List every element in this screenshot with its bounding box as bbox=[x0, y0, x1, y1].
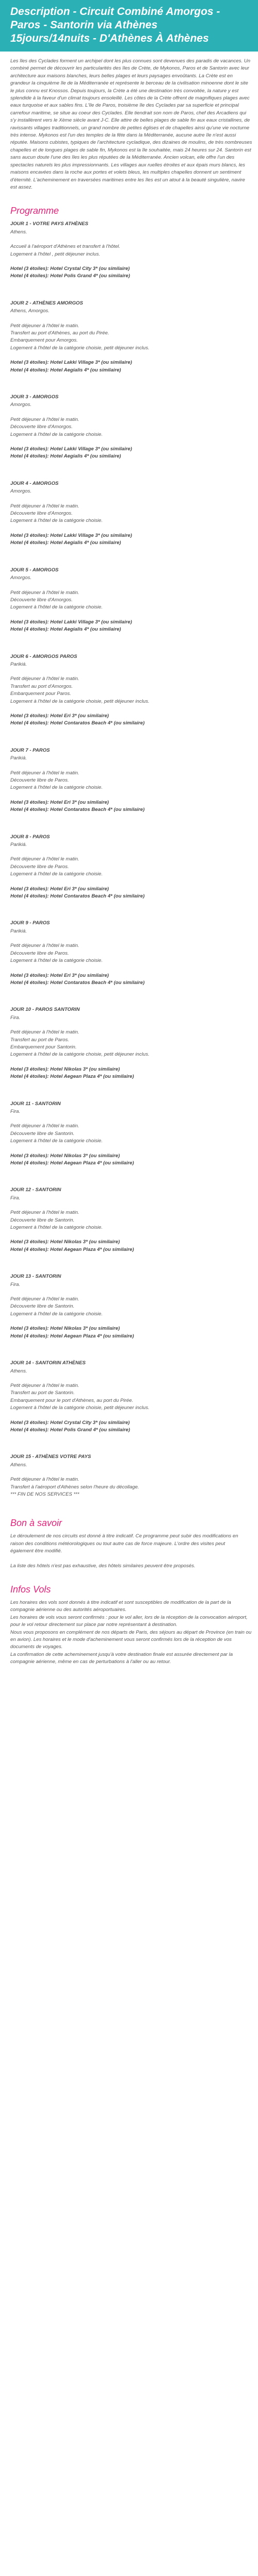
day-hotel: Hotel (4 étoiles): Hotel Aegialis 4* (ou similaire) bbox=[10, 367, 121, 373]
day-hotel: Hotel (4 étoiles): Hotel Contaratos Beach 4* (ou similaire) bbox=[10, 807, 145, 813]
day-block bbox=[0, 920, 258, 987]
spacer bbox=[10, 1231, 251, 1239]
day-hotel: Hotel (3 étoiles): Hotel Nikolas 3* (ou similaire) bbox=[10, 1153, 120, 1159]
day-hotel: Hotel (4 étoiles): Hotel Aegialis 4* (ou similaire) bbox=[10, 540, 121, 546]
day-line: Découverte libre de Santorin. bbox=[10, 1217, 75, 1223]
day-hotel: Hotel (4 étoiles): Hotel Aegialis 4* (ou similaire) bbox=[10, 626, 121, 633]
spacer bbox=[10, 352, 251, 359]
day-place: Athens, Amorgos. bbox=[10, 308, 50, 314]
day-line: Petit déjeuner à l'hôtel le matin. bbox=[10, 1296, 79, 1302]
day-hotel: Hotel (4 étoiles): Hotel Contaratos Beach 4* (ou similaire) bbox=[10, 979, 145, 986]
day-line: Logement à l'hôtel de la catégorie choisie. bbox=[10, 431, 103, 437]
day-hotel: Hotel (3 étoiles): Hotel Nikolas 3* (ou similaire) bbox=[10, 1239, 120, 1245]
day-line: Logement à l'hôtel de la catégorie choisie. bbox=[10, 1225, 103, 1231]
day-line: Découverte libre de Paros. bbox=[10, 863, 69, 870]
day-line: Petit déjeuner à l'hôtel le matin. bbox=[10, 1477, 79, 1483]
day-title: JOUR 1 - VOTRE PAYS ATHÈNES bbox=[10, 221, 89, 227]
day-hotel: Hotel (3 étoiles): Hotel Nikolas 3* (ou similaire) bbox=[10, 1066, 120, 1072]
day-place: Amorgos. bbox=[10, 402, 32, 408]
day-line: Transfert au port de Paros. bbox=[10, 1037, 69, 1043]
day-line: Transfert à l'aéroport d'Athènes selon l'heure du décollage. bbox=[10, 1484, 139, 1490]
spacer bbox=[10, 438, 251, 446]
infos-vols-paragraph: Les horaires des vols sont donnés à titre indicatif et sont susceptibles de modification de la part de la compagnie aérienne ou des autorités aéroportuaires. bbox=[10, 1600, 231, 1613]
spacer bbox=[10, 525, 251, 532]
day-block bbox=[0, 567, 258, 634]
day-place: Fira. bbox=[10, 1195, 21, 1201]
day-line: Logement à l'hôtel de la catégorie choisie, petit déjeuner inclus. bbox=[10, 345, 150, 351]
day-line: Logement à l'hôtel de la catégorie choisie, petit déjeuner inclus. bbox=[10, 698, 150, 704]
day-hotel: Hotel (3 étoiles): Hotel Lakki Village 3* (ou similaire) bbox=[10, 360, 132, 366]
day-title: JOUR 14 - SANTORIN ATHÈNES bbox=[10, 1360, 86, 1366]
day-line: Petit déjeuner à l'hôtel le matin. bbox=[10, 943, 79, 949]
day-place: Parikiá. bbox=[10, 928, 27, 934]
day-line: Découverte libre d'Amorgos. bbox=[10, 424, 73, 430]
day-line: Embarquement pour Amorgos. bbox=[10, 337, 78, 344]
day-hotel: Hotel (3 étoiles): Hotel Lakki Village 3* (ou similaire) bbox=[10, 446, 132, 452]
day-line: Découverte libre de Paros. bbox=[10, 777, 69, 783]
day-title: JOUR 13 - SANTORIN bbox=[10, 1274, 61, 1280]
infos-vols-paragraph: Les horaires de vols vous seront confirmés : pour le vol aller, lors de la réception de la convocation aéroport, pour le vol retour directement sur place par notre représentant à destination. bbox=[10, 1614, 248, 1628]
day-block bbox=[0, 480, 258, 547]
day-block bbox=[0, 1453, 258, 1498]
spacer bbox=[10, 1412, 251, 1419]
day-hotel: Hotel (3 étoiles): Hotel Eri 3* (ou similaire) bbox=[10, 972, 109, 978]
day-place: Parikiá. bbox=[10, 842, 27, 848]
day-line: Logement à l'hôtel de la catégorie choisie. bbox=[10, 785, 103, 791]
spacer bbox=[10, 878, 251, 886]
day-title: JOUR 2 - ATHÈNES AMORGOS bbox=[10, 300, 83, 306]
day-line: Découverte libre de Paros. bbox=[10, 950, 69, 956]
day-line: Petit déjeuner à l'hôtel le matin. bbox=[10, 1123, 79, 1129]
day-title: JOUR 6 - AMORGOS PAROS bbox=[10, 653, 77, 659]
day-title: JOUR 3 - AMORGOS bbox=[10, 394, 59, 400]
spacer bbox=[10, 965, 251, 972]
day-line: Logement à l'hôtel de la catégorie choisie. bbox=[10, 518, 103, 524]
day-line: Petit déjeuner à l'hôtel le matin. bbox=[10, 1382, 79, 1388]
day-line: Embarquement pour Paros. bbox=[10, 691, 71, 697]
day-line: Petit déjeuner à l'hôtel le matin. bbox=[10, 416, 79, 422]
day-line: Petit déjeuner à l'hôtel le matin. bbox=[10, 1029, 79, 1036]
day-title: JOUR 10 - PAROS SANTORIN bbox=[10, 1007, 80, 1013]
day-block bbox=[0, 300, 258, 374]
infos-vols-body bbox=[0, 1599, 258, 1666]
title-line: 15jours/14nuits - D'Athènes À Athènes bbox=[10, 32, 209, 44]
day-hotel: Hotel (3 étoiles): Hotel Eri 3* (ou similaire) bbox=[10, 713, 109, 719]
day-line: Petit déjeuner à l'hôtel le matin. bbox=[10, 503, 79, 509]
day-line: Petit déjeuner à l'hôtel le matin. bbox=[10, 856, 79, 862]
day-hotel: Hotel (4 étoiles): Hotel Contaratos Beach 4* (ou similaire) bbox=[10, 893, 145, 900]
day-hotel: Hotel (3 étoiles): Hotel Eri 3* (ou similaire) bbox=[10, 886, 109, 892]
day-line: Logement à l'hôtel de la catégorie choisie. bbox=[10, 958, 103, 964]
day-hotel: Hotel (4 étoiles): Hotel Polis Grand 4* (ou similaire) bbox=[10, 273, 130, 279]
day-title: JOUR 4 - AMORGOS bbox=[10, 480, 59, 486]
day-line: Transfert au port d'Amorgos. bbox=[10, 683, 73, 689]
day-place: Athens. bbox=[10, 1462, 27, 1468]
day-place: Amorgos. bbox=[10, 575, 32, 581]
day-block bbox=[0, 653, 258, 727]
bon-a-savoir-text2: La liste des hôtels n'est pas exhaustive, des hôtels similaires peuvent être proposés. bbox=[10, 1563, 196, 1569]
day-block bbox=[0, 1006, 258, 1080]
day-block bbox=[0, 1100, 258, 1167]
day-line: Logement à l'hôtel de la catégorie choisie, petit déjeuner inclus. bbox=[10, 1052, 150, 1058]
day-line: Petit déjeuner à l'hôtel le matin. bbox=[10, 323, 79, 329]
day-hotel: Hotel (4 étoiles): Hotel Aegean Plaza 4* (ou similaire) bbox=[10, 1160, 134, 1166]
day-line: Accueil à l'aéroport d'Athènes et transfert à l'hôtel. bbox=[10, 244, 120, 250]
day-block bbox=[0, 1273, 258, 1340]
day-place: Amorgos. bbox=[10, 488, 32, 495]
day-line: Embarquement pour le port d'Athènes, au port du Pirée. bbox=[10, 1397, 134, 1403]
day-title: JOUR 7 - PAROS bbox=[10, 747, 50, 753]
day-block bbox=[0, 834, 258, 901]
day-line: Logement à l'hôtel de la catégorie choisie. bbox=[10, 1311, 103, 1317]
day-title: JOUR 11 - SANTORIN bbox=[10, 1100, 61, 1107]
day-hotel: Hotel (4 étoiles): Hotel Contaratos Beach 4* (ou similaire) bbox=[10, 720, 145, 726]
day-line: Petit déjeuner à l'hôtel le matin. bbox=[10, 589, 79, 596]
day-hotel: Hotel (4 étoiles): Hotel Aegean Plaza 4* (ou similaire) bbox=[10, 1246, 134, 1252]
programme-heading: Programme bbox=[10, 206, 59, 216]
title-line: Paros - Santorin via Athènes bbox=[10, 19, 158, 31]
day-hotel: Hotel (3 étoiles): Hotel Crystal City 3* (ou similaire) bbox=[10, 265, 130, 272]
day-hotel: Hotel (3 étoiles): Hotel Eri 3* (ou similaire) bbox=[10, 799, 109, 805]
day-hotel: Hotel (3 étoiles): Hotel Nikolas 3* (ou similaire) bbox=[10, 1326, 120, 1332]
programme-days bbox=[0, 221, 258, 1498]
day-title: JOUR 5 - AMORGOS bbox=[10, 567, 59, 573]
day-place: Parikiá. bbox=[10, 661, 27, 667]
day-block bbox=[0, 394, 258, 461]
intro-text: Les îles des Cyclades forment un archipel dont les plus connues sont devenues des paradis de vacances. Un combiné permet de découvrir les particularités des îles de Crète, de Mykonos, Paros et de Santorin avec leur architecture aux maisons blanches, leurs belles plages et leurs paysages envoûtants. La Crète est en grandeur la cinquième île de la Méditerranée et représente le berceau de la civilisation minoenne dont le site le plus connu est Knossos. Depuis toujours, la Crète a été une destination très convoitée, la nature y est splendide à la faveur d'un climat toujours ensoleillé. Les côtes de la Crète offrent de magnifiques plages avec eaux turquoise et aux sables fins. L'île de Paros, troisième île des Cyclades par sa superficie et principal carrefour maritime, se situe au coeur des Cyclades. Elle tiendrait son nom de Paros, chef des Arcadiens qui s'y installèrent vers le Xème siècle avant J-C. Elle attire de belles plages de sable fin aux eaux cristallines, de ravissants villages traditionnels, un grand nombre de petites églises et de chapelles ainsi qu'une vie nocturne très intense. Mykonos est l'un des temples de la fête dans la Méditerranée, aucune autre île n'est aussi réputée. Maisons cubistes, typiques de l'architecture cycladique, des dizaines de moulins, de très nombreuses chapelles et de longues plages de sable fin, Mykonos est la île souhaitée, mais 24 heures sur 24. Santorin est sans aucun doute l'une des îles les plus réputées de la Méditerranée. Ancien volcan, elle offre l'un des spectacles naturels les plus impressionnants. Les villages aux ruelles étroites et aux épais murs blancs, les maisons encavées dans la roche aux portes et volets bleus, les multiples chapelles donnent un sentiment d'éternité. L'acheminement en traversées maritimes entre les îles est un atout à la beauté singulière, navire est assez. bbox=[10, 58, 252, 190]
day-line: Petit déjeuner à l'hôtel le matin. bbox=[10, 1210, 79, 1216]
bon-a-savoir-heading: Bon à savoir bbox=[10, 1518, 62, 1529]
day-line: Découverte libre de Santorin. bbox=[10, 1130, 75, 1137]
day-place: Fira. bbox=[10, 1014, 21, 1021]
day-hotel: Hotel (3 étoiles): Hotel Crystal City 3* (ou similaire) bbox=[10, 1419, 130, 1426]
day-line: Logement à l'hôtel de la catégorie choisie. bbox=[10, 604, 103, 611]
day-line: Transfert au port d'Athènes, au port du Pirée. bbox=[10, 330, 109, 336]
day-place: Fira. bbox=[10, 1281, 21, 1287]
infos-vols-paragraph: Nous vous proposons en complément de nos départs de Paris, des séjours au départ de Province (en train ou en avion). Les horaires et le mode d'acheminement vous seront confirmés lors de la réception de vos documents de voyages. bbox=[10, 1629, 252, 1650]
day-hotel: Hotel (4 étoiles): Hotel Aegialis 4* (ou similaire) bbox=[10, 453, 121, 460]
day-title: JOUR 15 - ATHÈNES VOTRE PAYS bbox=[10, 1454, 91, 1460]
day-line: Petit déjeuner à l'hôtel le matin. bbox=[10, 770, 79, 776]
day-title: JOUR 12 - SANTORIN bbox=[10, 1187, 61, 1193]
page-title bbox=[0, 0, 258, 52]
day-block bbox=[0, 1360, 258, 1434]
day-title: JOUR 8 - PAROS bbox=[10, 834, 50, 840]
day-block bbox=[0, 1187, 258, 1253]
day-place: Parikiá. bbox=[10, 755, 27, 761]
day-line: *** FIN DE NOS SERVICES *** bbox=[10, 1491, 79, 1497]
day-line: Logement à l'hôtel de la catégorie choisie. bbox=[10, 1138, 103, 1144]
title-line: Description - Circuit Combiné Amorgos - bbox=[10, 6, 220, 18]
day-place: Fira. bbox=[10, 1108, 21, 1114]
day-line: Découverte libre d'Amorgos. bbox=[10, 597, 73, 603]
day-hotel: Hotel (4 étoiles): Hotel Aegean Plaza 4* (ou similaire) bbox=[10, 1333, 134, 1339]
infos-vols-paragraph: La confirmation de cette acheminement jusqu'à votre destination finale est assurée directement par la compagnie aérienne, même en cas de perturbations à l'aller ou au retour. bbox=[10, 1651, 233, 1665]
day-line: Logement à l'hôtel de la catégorie choisie, petit déjeuner inclus. bbox=[10, 1405, 150, 1411]
spacer bbox=[10, 1145, 251, 1153]
day-hotel: Hotel (3 étoiles): Hotel Lakki Village 3* (ou similaire) bbox=[10, 619, 132, 625]
day-line: Logement à l'hôtel de la catégorie choisie. bbox=[10, 871, 103, 877]
day-hotel: Hotel (4 étoiles): Hotel Aegean Plaza 4* (ou similaire) bbox=[10, 1074, 134, 1080]
spacer bbox=[10, 612, 251, 619]
day-line: Transfert au port de Santorin. bbox=[10, 1390, 75, 1396]
infos-vols-heading: Infos Vols bbox=[10, 1584, 51, 1595]
day-block bbox=[0, 221, 258, 280]
day-line: Logement à l'hôtel , petit déjeuner inclus. bbox=[10, 251, 101, 257]
day-line: Petit déjeuner à l'hôtel le matin. bbox=[10, 676, 79, 682]
day-line: Découverte libre de Santorin. bbox=[10, 1303, 75, 1310]
spacer bbox=[10, 792, 251, 799]
day-place: Athens. bbox=[10, 1368, 27, 1374]
spacer bbox=[10, 1318, 251, 1325]
day-line: Découverte libre d'Amorgos. bbox=[10, 511, 73, 517]
day-line: Embarquement pour Santorin. bbox=[10, 1044, 77, 1050]
day-hotel: Hotel (4 étoiles): Hotel Polis Grand 4* (ou similaire) bbox=[10, 1427, 130, 1433]
bon-a-savoir-text: Le déroulement de nos circuits est donné à titre indicatif. Ce programme peut subir des modifications en raison des conditions météorologiques ou tout autre cas de force majeure. L'ordre des visites peut également être modifié. bbox=[10, 1533, 238, 1554]
spacer bbox=[10, 705, 251, 713]
day-title: JOUR 9 - PAROS bbox=[10, 920, 50, 926]
spacer bbox=[10, 1059, 251, 1066]
spacer bbox=[10, 258, 251, 265]
day-block bbox=[0, 747, 258, 814]
day-hotel: Hotel (3 étoiles): Hotel Lakki Village 3* (ou similaire) bbox=[10, 532, 132, 538]
day-place: Athens. bbox=[10, 229, 27, 235]
